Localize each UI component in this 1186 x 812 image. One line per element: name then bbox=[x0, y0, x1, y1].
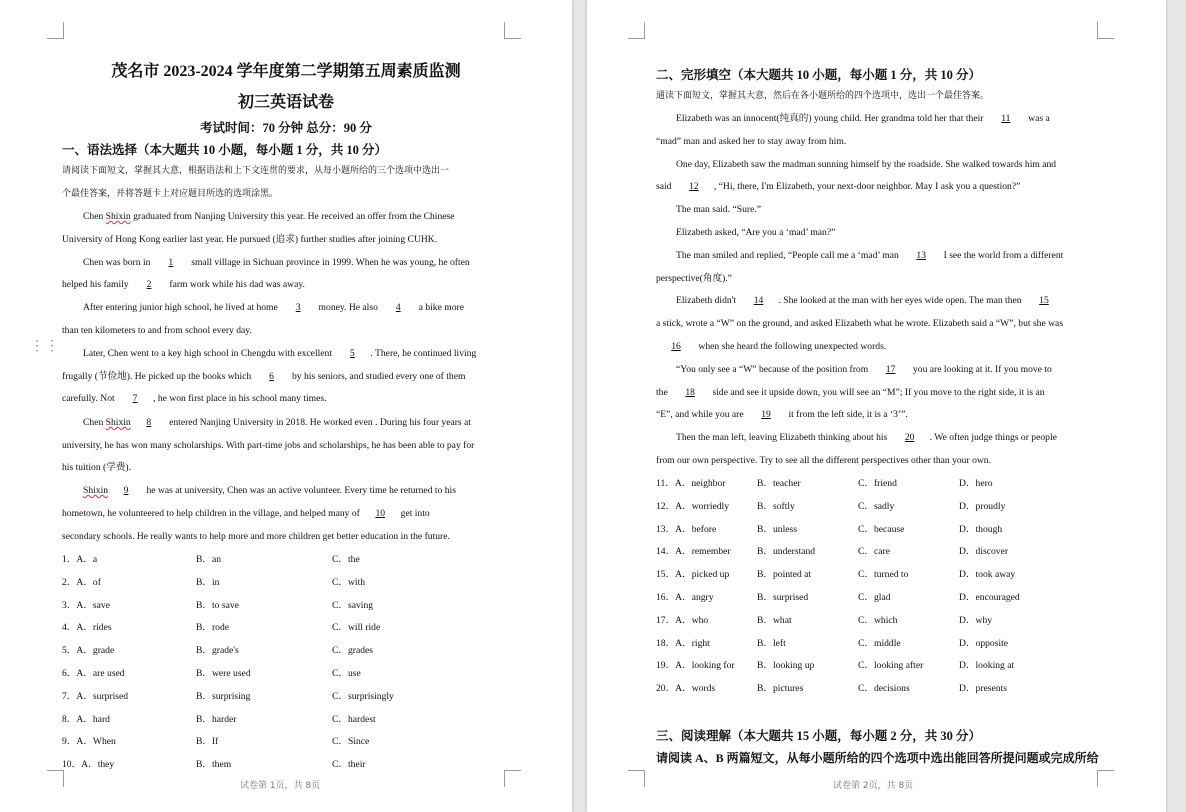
answer-option: 11．A．neighbor bbox=[656, 478, 726, 489]
answer-option: 8．A．hard bbox=[62, 713, 110, 725]
answer-option: C．the bbox=[332, 554, 360, 565]
text-run: . She looked at the man with her eyes wide open. The man then bbox=[778, 295, 1024, 306]
text-run: was an active volunteer. Every time he returned to his bbox=[249, 485, 456, 496]
answer-option: 19．A．looking for bbox=[656, 660, 735, 672]
text-run: Then the man left, leaving Elizabeth thinking about his bbox=[676, 432, 890, 443]
answer-option: D．took away bbox=[959, 569, 1016, 581]
answer-blank: 7 bbox=[132, 393, 138, 404]
answer-option: B．them bbox=[196, 759, 232, 771]
answer-option: B．pictures bbox=[757, 683, 804, 695]
passage-line bbox=[83, 485, 456, 497]
answer-option: B．harder bbox=[196, 713, 237, 725]
text-run: After entering junior high school, he lived at home bbox=[83, 302, 281, 313]
answer-option: 2．A．of bbox=[62, 576, 101, 588]
text-run: . There, he continued living bbox=[370, 348, 477, 359]
text-run: money. He also bbox=[316, 302, 381, 313]
answer-option: C．grades bbox=[332, 645, 374, 657]
answer-blank: 17 bbox=[885, 364, 896, 375]
text-run: farm work while his dad was away. bbox=[167, 279, 305, 290]
text-run: One day, Elizabeth saw the madman sunning himself by the roadside. She walked towards him and bbox=[676, 159, 1057, 170]
crop-mark bbox=[47, 770, 64, 787]
answer-option: C．glad bbox=[858, 592, 891, 603]
exam-meta: 考试时间：70 分钟 总分：90 分 bbox=[200, 121, 372, 135]
answer-option: C．sadly bbox=[858, 500, 895, 512]
crop-mark bbox=[504, 770, 521, 787]
page-footer: 试卷第 2页，共 8页 bbox=[833, 781, 914, 791]
answer-option: C．with bbox=[332, 576, 366, 588]
answer-option: B．left bbox=[757, 637, 786, 649]
text-run: Chen was born in bbox=[83, 257, 153, 268]
section-heading: 一、语法选择（本大题共 10 小题，每小题 1 分，共 10 分） bbox=[62, 143, 388, 157]
answer-option: C．use bbox=[332, 668, 361, 679]
crop-mark bbox=[1097, 770, 1114, 787]
passage-line bbox=[62, 531, 450, 543]
answer-option: B．unless bbox=[757, 523, 797, 535]
answer-option: 7．A．surprised bbox=[62, 690, 129, 702]
text-run: Chen bbox=[83, 417, 106, 428]
text-run: Elizabeth asked, “Are you a ‘mad’ man?” bbox=[676, 227, 836, 238]
passage-line bbox=[676, 204, 761, 216]
passage-line bbox=[656, 409, 908, 421]
answer-option: D．presents bbox=[959, 683, 1007, 695]
answer-option: B．surprising bbox=[196, 690, 251, 702]
section-heading: 三、阅读理解（本大题共 15 小题，每小题 2 分，共 30 分） bbox=[656, 729, 982, 743]
answer-option: B．surprised bbox=[757, 592, 809, 603]
name-word: Shixin bbox=[105, 211, 131, 222]
text-run: The man said. “Sure.” bbox=[676, 204, 761, 215]
answer-option: 20．A．words bbox=[656, 683, 716, 695]
text-run: The man smiled and replied, “People call me a ‘mad’ man bbox=[676, 250, 902, 261]
answer-option: B．grade's bbox=[196, 645, 239, 657]
passage-line bbox=[62, 325, 252, 337]
answer-option: B．softly bbox=[757, 500, 795, 512]
text-run: University of Hong Kong earlier last year. He pursued (追求) further studies after joining CUHK. bbox=[62, 234, 438, 245]
answer-blank: 3 bbox=[295, 302, 301, 313]
passage-line bbox=[656, 455, 991, 467]
text-run: said bbox=[656, 181, 674, 192]
passage-line bbox=[656, 341, 886, 353]
text-run: than ten kilometers to and from school every day. bbox=[62, 325, 252, 336]
answer-blank: 6 bbox=[269, 371, 274, 382]
text-run: university, he has won many scholarships. With part-time jobs and scholarships, he has been able to pay for bbox=[62, 440, 475, 451]
text-run: you are looking at it. If you move to bbox=[910, 364, 1052, 375]
text-run: , “Hi, there, I'm Elizabeth, your next-door neighbor. May I ask you a question?” bbox=[713, 181, 1021, 192]
answer-option: 14．A．remember bbox=[656, 546, 731, 558]
passage-line bbox=[83, 302, 464, 314]
text-run: . We often judge things or people bbox=[929, 432, 1057, 443]
text-run: Chen bbox=[83, 211, 106, 222]
text-run: a stick, wrote a “W” on the ground, and asked Elizabeth what he wrote. Elizabeth said a “W”, but she was bbox=[656, 318, 1064, 329]
answer-option: B．to save bbox=[196, 599, 239, 611]
passage-line bbox=[676, 227, 835, 239]
text-run: entered Nanjing University in 2018. He worked even bbox=[166, 417, 376, 428]
answer-blank: 1 bbox=[168, 257, 174, 268]
answer-option: 15．A．picked up bbox=[656, 569, 730, 581]
answer-option: D．encouraged bbox=[959, 592, 1020, 603]
answer-option: 5．A．grade bbox=[62, 645, 115, 657]
answer-option: C．their bbox=[332, 759, 366, 771]
section-heading: 二、完形填空（本大题共 10 小题，每小题 1 分，共 10 分） bbox=[656, 68, 982, 82]
answer-option: C．which bbox=[858, 614, 898, 626]
answer-option: 16．A．angry bbox=[656, 592, 714, 603]
answer-option: D．opposite bbox=[959, 637, 1009, 649]
answer-option: C．Since bbox=[332, 736, 370, 748]
passage-line bbox=[83, 211, 455, 223]
passage-line bbox=[656, 181, 1020, 193]
text-run: a bike more bbox=[416, 302, 464, 313]
answer-option: B．looking up bbox=[757, 660, 815, 672]
answer-option: B．rode bbox=[196, 622, 230, 634]
passage-line bbox=[656, 273, 732, 285]
answer-option: B．were used bbox=[196, 668, 251, 679]
answer-option: C．care bbox=[858, 546, 890, 558]
instruction-line: 通读下面短文，掌握其大意，然后在各小题所给的四个选项中，选出一个最佳答案。 bbox=[656, 91, 990, 101]
passage-line bbox=[676, 159, 1056, 171]
answer-option: D．though bbox=[959, 523, 1003, 535]
answer-blank: 13 bbox=[916, 250, 926, 261]
passage-line bbox=[676, 432, 1057, 444]
instruction-line: 请阅读下面短文，掌握其大意，根据语法和上下文连贯的要求，从每小题所给的三个选项中选出一 bbox=[62, 166, 450, 176]
answer-blank: 2 bbox=[146, 279, 152, 290]
passage-line bbox=[676, 250, 1063, 262]
answer-option: D．looking at bbox=[959, 660, 1015, 672]
drag-handle-icon[interactable]: ⋮⋮ bbox=[30, 339, 60, 354]
text-run: small village in Sichuan province in 1999. When he was young, he often bbox=[188, 257, 470, 268]
text-run: it from the left side, it is a ‘3’”. bbox=[786, 409, 908, 420]
text-run: graduated from Nanjing University this year. He received an offer from the Chinese bbox=[130, 211, 455, 222]
answer-blank: 10 bbox=[375, 508, 386, 519]
answer-option: C．hardest bbox=[332, 713, 376, 725]
page-footer: 试卷第 1页，共 8页 bbox=[240, 781, 321, 791]
passage-line bbox=[676, 364, 1052, 376]
crop-mark bbox=[628, 770, 645, 787]
passage-line bbox=[62, 440, 474, 452]
answer-option: 1．A．a bbox=[62, 554, 98, 565]
answer-option: C．looking after bbox=[858, 660, 924, 672]
answer-option: 9．A．When bbox=[62, 736, 116, 748]
passage-line bbox=[62, 371, 465, 383]
passage-line bbox=[62, 234, 437, 246]
answer-option: B．in bbox=[196, 576, 220, 588]
text-run: Elizabeth didn't bbox=[676, 295, 739, 306]
answer-option: 12．A．worriedly bbox=[656, 500, 730, 512]
answer-option: 10．A．they bbox=[62, 759, 115, 771]
answer-blank: 18 bbox=[685, 387, 695, 398]
answer-option: B．understand bbox=[757, 546, 816, 558]
text-run: perspective(角度).” bbox=[656, 273, 732, 284]
text-run: Later, Chen went to a key high school in Chengdu with excellent bbox=[83, 348, 335, 359]
answer-blank: 16 bbox=[671, 341, 681, 352]
text-run: I see the world from a different bbox=[941, 250, 1064, 261]
page-2 bbox=[587, 0, 1166, 812]
text-run: hometown, he volunteered to help children in the village, and helped many of bbox=[62, 508, 363, 519]
text-run: “E”, and while you are bbox=[656, 409, 747, 420]
answer-option: D．hero bbox=[959, 478, 993, 489]
section-instruction: 请阅读 A、B 两篇短文，从每小题所给的四个选项中选出能回答所提问题或完成所给 bbox=[656, 751, 1099, 765]
text-run: when she heard the following unexpected words. bbox=[696, 341, 887, 352]
answer-option: B．what bbox=[757, 614, 792, 626]
answer-blank: 15 bbox=[1039, 295, 1049, 306]
text-run: , he won first place in his school many times. bbox=[153, 393, 327, 404]
text-run: “mad” man and asked her to stay away from him. bbox=[656, 136, 847, 147]
answer-blank: 12 bbox=[689, 181, 699, 192]
answer-option: C．saving bbox=[332, 599, 374, 611]
text-run: was a bbox=[1025, 113, 1050, 124]
passage-line bbox=[676, 113, 1050, 125]
passage-line bbox=[656, 136, 846, 148]
text-run: get into bbox=[398, 508, 430, 519]
passage-line bbox=[656, 318, 1063, 330]
text-run: helped his family bbox=[62, 279, 132, 290]
answer-option: C．because bbox=[858, 523, 905, 535]
passage-line bbox=[62, 462, 131, 474]
exam-title: 茂名市 2023-2024 学年度第二学期第五周素质监测 bbox=[111, 63, 461, 80]
answer-option: C．will ride bbox=[332, 622, 381, 634]
answer-option: C．decisions bbox=[858, 683, 910, 695]
passage-line bbox=[676, 295, 1064, 307]
text-run: frugally (节俭地). He picked up the books which bbox=[62, 371, 254, 382]
answer-option: C．turned to bbox=[858, 569, 909, 581]
text-run: carefully. Not bbox=[62, 393, 118, 404]
passage-line bbox=[83, 348, 476, 360]
answer-blank: 20 bbox=[904, 432, 915, 443]
answer-blank: 11 bbox=[1001, 113, 1011, 124]
text-run: he was at university, Chen bbox=[144, 485, 250, 496]
answer-option: B．pointed at bbox=[757, 569, 812, 581]
passage-line bbox=[83, 257, 470, 269]
answer-option: C．surprisingly bbox=[332, 690, 394, 702]
passage-line bbox=[62, 279, 305, 291]
text-run: side and see it upside down, you will see an “M”; If you move to the right side, it is an bbox=[710, 387, 1045, 398]
answer-blank: 5 bbox=[350, 348, 355, 359]
answer-option: D．why bbox=[959, 614, 993, 626]
answer-option: D．discover bbox=[959, 546, 1009, 558]
name-word: Shixin bbox=[83, 485, 109, 496]
answer-option: C．middle bbox=[858, 637, 901, 649]
answer-blank: 14 bbox=[753, 295, 764, 306]
answer-option: 6．A．are used bbox=[62, 668, 125, 679]
answer-option: C．friend bbox=[858, 478, 897, 489]
crop-mark bbox=[628, 22, 645, 39]
answer-option: B．If bbox=[196, 736, 219, 748]
crop-mark bbox=[504, 22, 521, 39]
answer-option: B．an bbox=[196, 554, 222, 565]
answer-option: 18．A．right bbox=[656, 637, 710, 649]
exam-subtitle: 初三英语试卷 bbox=[237, 94, 334, 111]
passage-line bbox=[656, 387, 1045, 399]
answer-blank: 19 bbox=[761, 409, 771, 420]
answer-blank: 8 bbox=[146, 417, 152, 428]
answer-option: B．teacher bbox=[757, 478, 801, 489]
text-run: from our own perspective. Try to see all the different perspectives other than your own. bbox=[656, 455, 991, 466]
answer-option: D．proudly bbox=[959, 500, 1006, 512]
text-run: “You only see a “W” because of the position from bbox=[676, 364, 871, 375]
text-run: by his seniors, and studied every one of them bbox=[289, 371, 466, 382]
answer-blank: 4 bbox=[395, 302, 401, 313]
instruction-line: 个最佳答案，并将答题卡上对应题目所选的选项涂黑。 bbox=[62, 189, 279, 199]
answer-blank: 9 bbox=[123, 485, 129, 496]
answer-option: 17．A．who bbox=[656, 614, 709, 626]
answer-option: 3．A．save bbox=[62, 599, 110, 611]
answer-option: 13．A．before bbox=[656, 523, 717, 535]
passage-line bbox=[62, 508, 430, 520]
answer-option: 4．A．rides bbox=[62, 622, 112, 634]
name-word: Shixin bbox=[105, 417, 131, 428]
text-run: the bbox=[656, 387, 671, 398]
text-run: secondary schools. He really wants to help more and more children get better education in the future. bbox=[62, 531, 450, 542]
text-run: his tuition (学费). bbox=[62, 462, 132, 473]
text-run: Elizabeth was an innocent(纯真的) young child. Her grandma told her that their bbox=[676, 113, 986, 124]
crop-mark bbox=[1097, 22, 1114, 39]
passage-line bbox=[62, 393, 327, 405]
text-run: . During his four years at bbox=[375, 417, 471, 428]
page-1 bbox=[0, 0, 572, 812]
passage-line bbox=[83, 417, 471, 429]
crop-mark bbox=[47, 22, 64, 39]
